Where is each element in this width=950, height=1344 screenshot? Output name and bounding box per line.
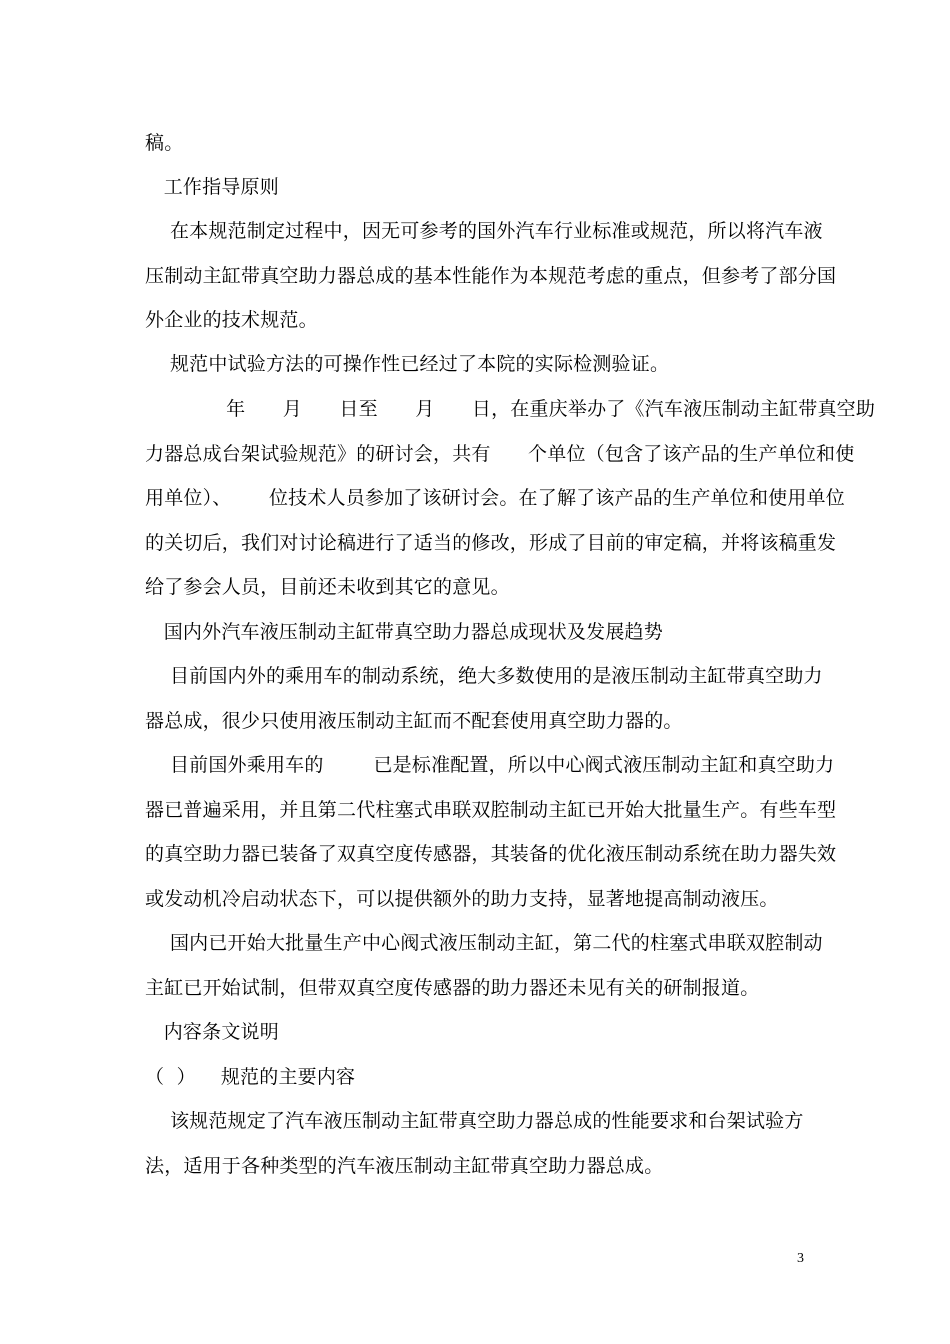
text-line: 在本规范制定过程中，因无可参考的国外汽车行业标准或规范，所以将汽车液: [145, 220, 823, 242]
subsection-heading: （ ） 规范的主要内容: [145, 1066, 356, 1088]
text-line: 规范中试验方法的可操作性已经过了本院的实际检测验证。: [145, 353, 670, 375]
text-line: 用单位）、 位技术人员参加了该研讨会。在了解了该产品的生产单位和使用单位: [145, 487, 845, 509]
text-line: 法，适用于各种类型的汽车液压制动主缸带真空助力器总成。: [145, 1155, 664, 1177]
text-line: 力器总成台架试验规范》的研讨会，共有 个单位（包含了该产品的生产单位和使: [145, 443, 855, 465]
text-line: 外企业的技术规范。: [145, 309, 318, 331]
text-line: 器已普遍采用，并且第二代柱塞式串联双腔制动主缸已开始大批量生产。有些车型: [145, 799, 837, 821]
text-line: 压制动主缸带真空助力器总成的基本性能作为本规范考虑的重点，但参考了部分国: [145, 265, 837, 287]
text-line: 器总成，很少只使用液压制动主缸而不配套使用真空助力器的。: [145, 710, 683, 732]
section-heading: 国内外汽车液压制动主缸带真空助力器总成现状及发展趋势: [145, 621, 663, 643]
section-heading: 工作指导原则: [145, 176, 279, 198]
text-line: 年 月 日至 月 日，在重庆举办了《汽车液压制动主缸带真空助: [145, 398, 876, 420]
text-line: 目前国外乘用车的 已是标准配置，所以中心阀式液压制动主缸和真空助力: [145, 754, 835, 776]
text-line: 目前国内外的乘用车的制动系统，绝大多数使用的是液压制动主缸带真空助力: [145, 665, 823, 687]
text-line: 该规范规定了汽车液压制动主缸带真空助力器总成的性能要求和台架试验方: [145, 1110, 804, 1132]
text-line: 稿。: [145, 132, 184, 154]
text-line: 的真空助力器已装备了双真空度传感器，其装备的优化液压制动系统在助力器失效: [145, 843, 837, 865]
text-line: 国内已开始大批量生产中心阀式液压制动主缸，第二代的柱塞式串联双腔制动: [145, 932, 823, 954]
text-line: 给了参会人员，目前还未收到其它的意见。: [145, 576, 510, 598]
text-line: 主缸已开始试制，但带双真空度传感器的助力器还未见有关的研制报道。: [145, 977, 760, 999]
text-line: 的关切后，我们对讨论稿进行了适当的修改，形成了目前的审定稿，并将该稿重发: [145, 532, 837, 554]
text-line: 或发动机冷启动状态下，可以提供额外的助力支持，显著地提高制动液压。: [145, 888, 779, 910]
section-heading: 内容条文说明: [145, 1021, 279, 1043]
page-number: 3: [797, 1251, 804, 1266]
